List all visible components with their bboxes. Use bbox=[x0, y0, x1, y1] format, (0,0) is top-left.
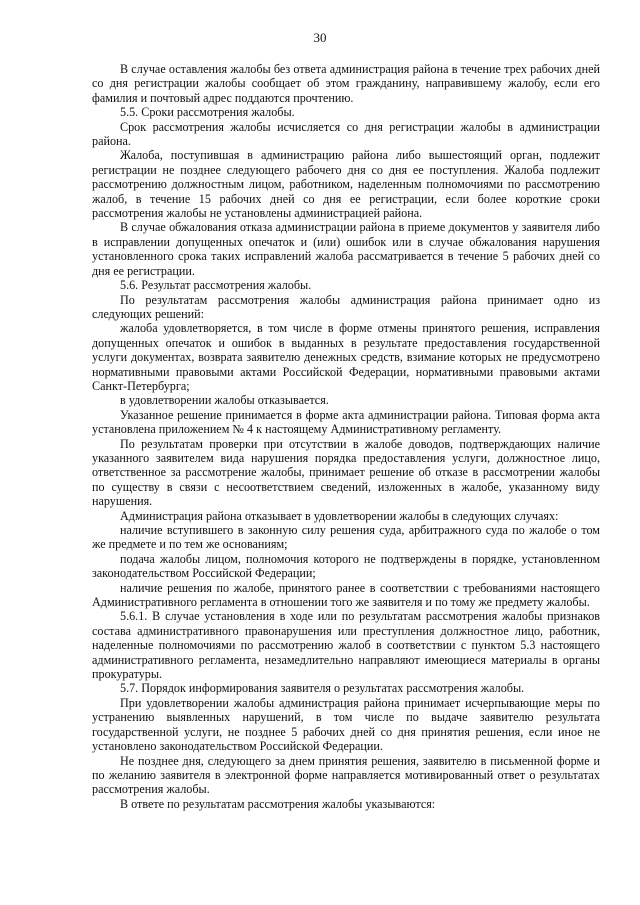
section-heading: 5.6. Результат рассмотрения жалобы. bbox=[120, 278, 312, 293]
document-body bbox=[92, 62, 600, 811]
paragraph: В случае обжалования отказа администрации района в приеме документов у заявителя либо в исправлении допущенных опечаток и (или) ошибок или в случае обжалования нарушения установленного срока таких исправлений жалоба рассматривается в течение 5 рабочих дней со дня ее регистрации. bbox=[92, 220, 600, 278]
section-heading: 5.7. Порядок информирования заявителя о результатах рассмотрения жалобы. bbox=[120, 681, 525, 696]
section-heading: 5.5. Сроки рассмотрения жалобы. bbox=[120, 105, 295, 120]
paragraph: Администрация района отказывает в удовлетворении жалобы в следующих случаях: bbox=[120, 508, 559, 523]
paragraph: Срок рассмотрения жалобы исчисляется со дня регистрации жалобы в администрации района. bbox=[92, 119, 600, 149]
paragraph: При удовлетворении жалобы администрация района принимает исчерпывающие меры по устранению выявленных нарушений, в том числе по выдаче заявителю результата государственной услуги, не позднее 5 рабочих дней со дня принятия решения, если иное не установлено законодательством Российской Федерации. bbox=[92, 695, 600, 754]
page-number: 30 bbox=[313, 30, 327, 45]
paragraph: Жалоба, поступившая в администрацию района либо вышестоящий орган, подлежит регистрации не позднее следующего рабочего дня со дня ее поступления. Жалоба подлежит рассмотрению должностным лицом, работником, наделенным полномочиями по рассмотрению жалоб, в течение 15 рабочих дней со дня ее регистрации, если более короткие сроки рассмотрения жалобы не установлены администрацией района. bbox=[92, 148, 600, 221]
paragraph: Указанное решение принимается в форме акта администрации района. Типовая форма акта установлена приложением № 4 к настоящему Административному регламенту. bbox=[92, 407, 600, 437]
list-item: наличие вступившего в законную силу решения суда, арбитражного суда по жалобе о том же предмете и по тем же основаниям; bbox=[92, 523, 600, 552]
paragraph: В случае оставления жалобы без ответа администрация района в течение трех рабочих дней со дня регистрации жалобы сообщает об этом гражданину, направившему жалобу, если его фамилия и почтовый адрес поддаются прочтению. bbox=[92, 62, 600, 105]
paragraph: 5.6.1. В случае установления в ходе или по результатам рассмотрения жалобы признаков состава административного правонарушения или преступления должностное лицо, работник, наделенные полномочиями по рассмотрению жалоб в соответствии с пунктом 5.3 настоящего административного регламента, незамедлительно направляют имеющиеся материалы в органы прокуратуры. bbox=[92, 609, 600, 682]
list-item: наличие решения по жалобе, принятого ранее в соответствии с требованиями настоящего Административного регламента в отношении того же заявителя и по тому же предмету жалобы. bbox=[92, 580, 600, 610]
paragraph: Не позднее дня, следующего за днем принятия решения, заявителю в письменной форме и по желанию заявителя в электронной форме направляется мотивированный ответ о результатах рассмотрения жалобы. bbox=[92, 753, 600, 797]
paragraph: В ответе по результатам рассмотрения жалобы указываются: bbox=[120, 796, 436, 811]
paragraph: По результатам рассмотрения жалобы администрация района принимает одно из следующих решений: bbox=[92, 292, 600, 321]
paragraph: По результатам проверки при отсутствии в жалобе доводов, подтверждающих наличие указанного заявителем вида нарушения порядка предоставления услуги, должностное лицо, ответственное за рассмотрение жалобы, принимает решение об отказе в рассмотрении жалобы по существу в связи с несоответствием сведений, изложенных в жалобе, указанному виду нарушения. bbox=[92, 436, 600, 509]
list-item: подача жалобы лицом, полномочия которого не подтверждены в порядке, установленном законодательством Российской Федерации; bbox=[92, 551, 600, 581]
list-item: в удовлетворении жалобы отказывается. bbox=[120, 393, 329, 408]
list-item: жалоба удовлетворяется, в том числе в форме отмены принятого решения, исправления допущенных опечаток и ошибок в выданных в результате предоставления государственной услуги документах, возврата заявителю денежных средств, взимание которых не предусмотрено нормативными правовыми актами Российской Федерации, нормативными правовыми актами Санкт-Петербурга; bbox=[92, 321, 600, 393]
